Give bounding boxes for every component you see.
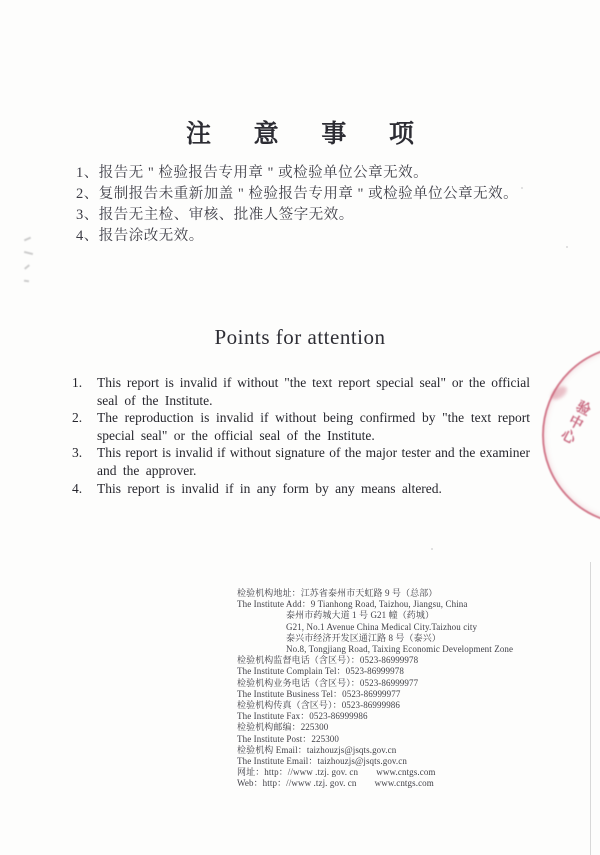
contact-line: 检验机构邮编：225300 [237, 722, 329, 733]
contact-line: G21, No.1 Avenue China Medical City.Taizhou city [286, 621, 478, 632]
en-notice-item [72, 409, 530, 444]
contact-line: No.8, Tongjiang Road, Taixing Economic Development Zone [286, 644, 514, 655]
cn-notice-item: 1、报告无 " 检验报告专用章 " 或检验单位公章无效。 [76, 165, 429, 181]
cn-notice-item: 4、报告涂改无效。 [76, 228, 204, 244]
en-notice-item-line: This report is invalid if in any form by any means altered. [97, 480, 442, 496]
contact-line: The Institute Email：taizhouzjs@jsqts.gov.cn [237, 756, 407, 767]
contact-line: 检验机构业务电话（含区号）：0523-86999977 [237, 677, 419, 688]
red-seal-text: 验中心 [556, 397, 593, 447]
en-notice-item-line: seal of the Institute. [97, 392, 213, 408]
left-margin-marks [24, 238, 33, 282]
contact-line: 检验机构监督电话（含区号）：0523-86999978 [237, 655, 419, 666]
en-heading: Points for attention [214, 325, 386, 349]
en-notice-item-number: 4. [72, 480, 83, 496]
contact-line: 检验机构传真（含区号）：0523-86999986 [237, 700, 400, 711]
contact-line: The Institute Post：225300 [237, 733, 339, 744]
en-notice-item-number: 1. [72, 375, 83, 390]
contact-line: The Institute Add：9 Tianhong Road, Taizhou, Jiangsu, China [237, 599, 468, 610]
en-notice-item [72, 444, 530, 479]
contact-line: The Institute Business Tel：0523-86999977 [237, 688, 401, 699]
cn-notice-list [76, 163, 556, 247]
scan-page-edge [590, 562, 591, 855]
scan-speck [431, 548, 433, 550]
cn-notice-item: 3、报告无主检、审核、批准人签字无效。 [76, 207, 354, 223]
footer-contact-block [237, 588, 567, 790]
contact-line: 网址：http：//www .tzj. gov. cn www.cntgs.com [237, 767, 436, 778]
contact-line: 检验机构地址：江苏省泰州市天虹路 9 号（总部） [237, 588, 438, 598]
contact-line: Web：http：//www .tzj. gov. cn www.cntgs.com [237, 778, 434, 789]
en-notice-item-line: and the approver. [97, 462, 197, 478]
scan-speck [521, 187, 523, 189]
en-notice-item-line: This report is invalid if without "the text report special seal" or the official [97, 375, 530, 390]
page-title: 注 意 事 项 [185, 119, 432, 148]
contact-line: The Institute Fax：0523-86999986 [237, 711, 368, 722]
en-notice-item-line: The reproduction is invalid if without being confirmed by "the text report [97, 410, 530, 426]
scan-speck [566, 246, 568, 248]
en-notice-item [72, 374, 530, 409]
contact-line: 泰州市药城大道 1 号 G21 幢（药城） [286, 610, 435, 621]
en-notice-list [72, 374, 530, 497]
contact-line: 泰兴市经济开发区通江路 8 号（泰兴） [286, 632, 441, 643]
en-notice-item-line: special seal" or the official seal of the Institute. [97, 427, 375, 443]
contact-line: 检验机构 Email：taizhouzjs@jsqts.gov.cn [237, 744, 397, 755]
en-notice-item [72, 480, 530, 498]
cn-notice-item: 2、复制报告未重新加盖 " 检验报告专用章 " 或检验单位公章无效。 [76, 186, 519, 202]
en-notice-item-line: This report is invalid if without signature of the major tester and the examiner [97, 445, 530, 461]
en-notice-item-number: 2. [72, 410, 83, 426]
contact-line: The Institute Complain Tel：0523-86999978 [237, 666, 404, 677]
en-notice-item-number: 3. [72, 445, 83, 461]
